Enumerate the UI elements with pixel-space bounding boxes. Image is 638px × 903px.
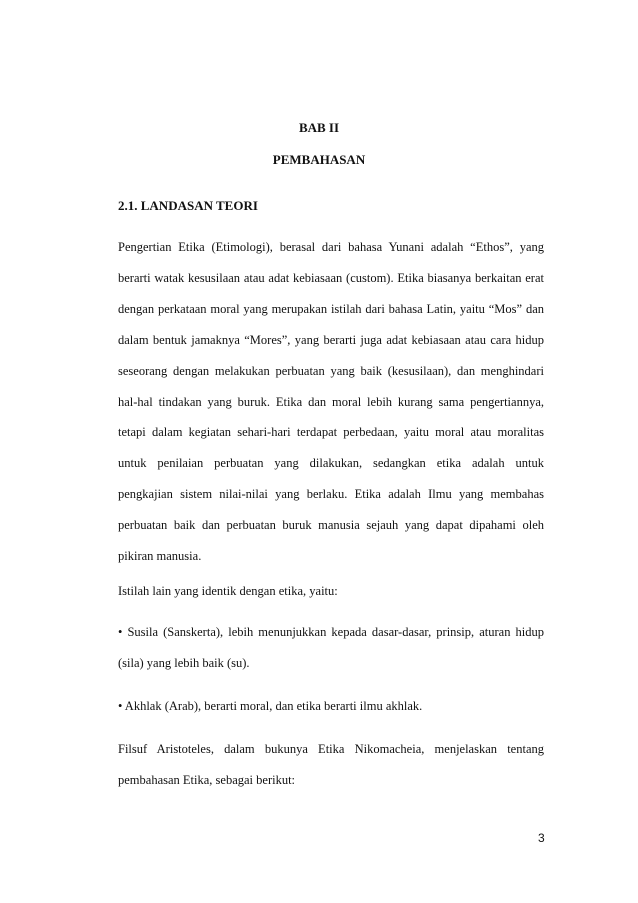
chapter-label: BAB II [298,120,340,135]
page-number: 3 [538,831,545,845]
bullet-item-continuation: (sila) yang lebih baik (su). [118,656,250,670]
chapter-title: PEMBAHASAN [272,152,366,167]
paragraph-line: Filsuf Aristoteles, dalam bukunya Etika Nikomacheia, menjelaskan tentang [118,742,544,756]
paragraph-line: untuk penilaian perbuatan yang dilakukan, sedangkan etika adalah untuk [118,456,544,470]
paragraph-line: dalam bentuk jamaknya “Mores”, yang berarti juga adat kebiasaan atau cara hidup [118,333,544,347]
paragraph-line: seseorang dengan melakukan perbuatan yang baik (kesusilaan), dan menghindari [118,364,544,378]
paragraph-line: hal-hal tindakan yang buruk. Etika dan moral lebih kurang sama pengertiannya, [118,395,544,409]
paragraph-line: tetapi dalam kegiatan sehari-hari terdapat perbedaan, yaitu moral atau moralitas [118,425,544,439]
paragraph-line: perbuatan baik dan perbuatan buruk manusia sejauh yang dapat dipahami oleh [118,518,544,532]
bullet-item: • Susila (Sanskerta), lebih menunjukkan kepada dasar-dasar, prinsip, aturan hidup [118,625,544,639]
paragraph-line: Pengertian Etika (Etimologi), berasal dari bahasa Yunani adalah “Ethos”, yang [118,240,544,254]
bullet-item: • Akhlak (Arab), berarti moral, dan etika berarti ilmu akhlak. [118,699,423,713]
paragraph-line: dengan perkataan moral yang merupakan istilah dari bahasa Latin, yaitu “Mos” dan [118,302,544,316]
paragraph-line: berarti watak kesusilaan atau adat kebiasaan (custom). Etika biasanya berkaitan erat [118,271,544,285]
paragraph-line: pengkajian sistem nilai-nilai yang berlaku. Etika adalah Ilmu yang membahas [118,487,544,501]
paragraph-line: pembahasan Etika, sebagai berikut: [118,773,296,787]
section-heading: 2.1. LANDASAN TEORI [118,198,258,213]
paragraph-line: Istilah lain yang identik dengan etika, yaitu: [118,584,338,598]
paragraph-line: pikiran manusia. [118,549,202,563]
